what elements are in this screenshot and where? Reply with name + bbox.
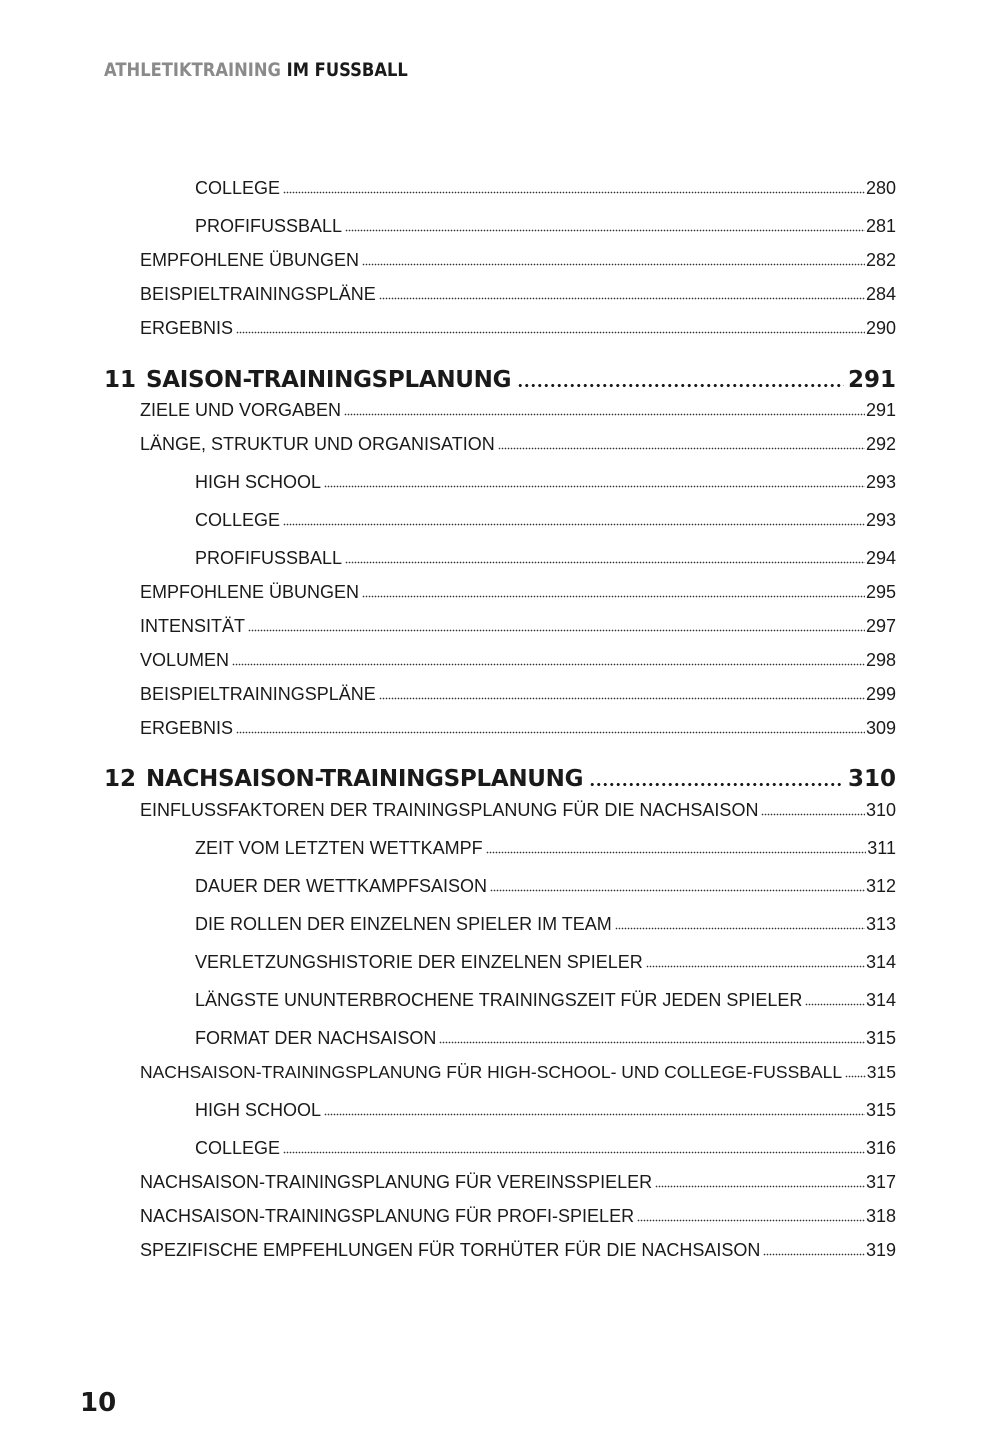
toc-entry[interactable] — [140, 434, 896, 455]
toc-entry-label: COLLEGE — [195, 1138, 281, 1158]
toc-entry-page: 284 — [865, 284, 896, 304]
toc-entry-page: 293 — [865, 510, 896, 530]
toc-entry-page: 318 — [865, 1206, 896, 1226]
toc-entry[interactable] — [195, 1028, 896, 1049]
toc-entry-label: ZEIT VOM LETZTEN WETTKAMPF — [195, 838, 483, 858]
toc-entry[interactable] — [195, 952, 896, 973]
toc-entry-page: 312 — [865, 876, 896, 896]
dot-leader — [379, 696, 865, 700]
toc-entry-label: PROFIFUSSBALL — [195, 216, 343, 236]
toc-entry-page: 280 — [865, 178, 896, 198]
toc-entry-label: NACHSAISON-TRAININGSPLANUNG FÜR HIGH-SCHOOL- UND COLLEGE-FUSSBALL — [140, 1062, 843, 1082]
dot-leader — [283, 1150, 865, 1154]
toc-entry-label: EMPFOHLENE ÜBUNGEN — [140, 582, 360, 602]
toc-entry-page: 298 — [865, 650, 896, 670]
toc-entry-label: COLLEGE — [195, 510, 281, 530]
chapter-title: NACHSAISON-TRAININGSPLANUNG — [146, 766, 584, 792]
toc-entry[interactable] — [140, 1206, 896, 1227]
dot-leader — [439, 1040, 865, 1044]
toc-entry-page: 299 — [865, 684, 896, 704]
toc-entry-page: 293 — [865, 472, 896, 492]
toc-entry-page: 315 — [865, 1028, 896, 1048]
dot-leader — [517, 383, 844, 388]
chapter-number: 12 — [104, 766, 137, 792]
dot-leader — [362, 594, 865, 598]
dot-leader — [345, 560, 865, 564]
toc-entry[interactable] — [195, 178, 896, 199]
toc-entry[interactable] — [195, 1138, 896, 1159]
toc-entry-label: LÄNGE, STRUKTUR UND ORGANISATION — [140, 434, 495, 454]
toc-entry[interactable] — [195, 990, 896, 1011]
dot-leader — [845, 1074, 866, 1078]
toc-entry[interactable] — [140, 616, 896, 637]
toc-entry-label: NACHSAISON-TRAININGSPLANUNG FÜR VEREINSSPIELER — [140, 1172, 653, 1192]
dot-leader — [362, 262, 865, 266]
dot-leader — [344, 412, 865, 416]
toc-entry-label: EINFLUSSFAKTOREN DER TRAININGSPLANUNG FÜR DIE NACHSAISON — [140, 800, 759, 820]
toc-entry-label: ERGEBNIS — [140, 318, 234, 338]
dot-leader — [763, 1252, 865, 1256]
dot-leader — [589, 782, 844, 787]
toc-entry[interactable] — [195, 472, 896, 493]
dot-leader — [498, 446, 865, 450]
toc-entry-label: PROFIFUSSBALL — [195, 548, 343, 568]
toc-entry[interactable] — [195, 876, 896, 897]
toc-entry[interactable] — [140, 318, 896, 339]
chapter-number: 11 — [104, 367, 137, 393]
toc-entry-page: 313 — [865, 914, 896, 934]
toc-entry[interactable] — [140, 400, 896, 421]
toc-entry-page: 314 — [865, 990, 896, 1010]
toc-entry-page: 315 — [865, 1100, 896, 1120]
chapter-page: 291 — [847, 367, 896, 393]
toc-entry-page: 311 — [867, 838, 896, 858]
dot-leader — [379, 296, 865, 300]
toc-entry-label: LÄNGSTE UNUNTERBROCHENE TRAININGSZEIT FÜR JEDEN SPIELER — [195, 990, 803, 1010]
toc-entry[interactable] — [140, 800, 896, 821]
toc-entry-label: BEISPIELTRAININGSPLÄNE — [140, 684, 376, 704]
toc-entry-page: 291 — [865, 400, 896, 420]
chapter-title: SAISON-TRAININGSPLANUNG — [146, 367, 512, 393]
dot-leader — [805, 1002, 865, 1006]
toc-entry-label: COLLEGE — [195, 178, 281, 198]
toc-entry-page: 317 — [865, 1172, 896, 1192]
running-head-book-title: ATHLETIKTRAINING — [104, 59, 281, 81]
toc-entry-label: NACHSAISON-TRAININGSPLANUNG FÜR PROFI-SPIELER — [140, 1206, 635, 1226]
toc-entry-page: 282 — [865, 250, 896, 270]
dot-leader — [236, 330, 865, 334]
chapter-heading-12[interactable] — [104, 766, 896, 792]
toc-entry-page: 295 — [865, 582, 896, 602]
toc-entry-page: 319 — [865, 1240, 896, 1260]
toc-entry[interactable] — [140, 718, 896, 739]
toc-entry[interactable] — [140, 1062, 896, 1083]
toc-entry-label: HIGH SCHOOL — [195, 472, 322, 492]
toc-entry-page: 314 — [865, 952, 896, 972]
toc-entry-label: ERGEBNIS — [140, 718, 234, 738]
dot-leader — [283, 190, 865, 194]
dot-leader — [655, 1184, 865, 1188]
toc-entry[interactable] — [195, 838, 896, 859]
toc-entry[interactable] — [140, 684, 896, 705]
chapter-page: 310 — [847, 766, 896, 792]
toc-entry[interactable] — [140, 284, 896, 305]
toc-entry-label: VOLUMEN — [140, 650, 230, 670]
dot-leader — [324, 1112, 865, 1116]
toc-entry[interactable] — [140, 582, 896, 603]
toc-entry[interactable] — [195, 216, 896, 237]
dot-leader — [236, 730, 865, 734]
chapter-heading-11[interactable] — [104, 367, 896, 393]
toc-entry-label: DIE ROLLEN DER EINZELNEN SPIELER IM TEAM — [195, 914, 612, 934]
dot-leader — [283, 522, 865, 526]
toc-entry-label: EMPFOHLENE ÜBUNGEN — [140, 250, 360, 270]
dot-leader — [248, 628, 865, 632]
toc-entry-label: DAUER DER WETTKAMPFSAISON — [195, 876, 488, 896]
toc-entry-page: 310 — [865, 800, 896, 820]
toc-entry[interactable] — [195, 548, 896, 569]
toc-entry[interactable] — [140, 650, 896, 671]
dot-leader — [761, 812, 865, 816]
toc-entry[interactable] — [140, 1240, 896, 1261]
dot-leader — [324, 484, 865, 488]
toc-entry-page: 309 — [865, 718, 896, 738]
toc-entry[interactable] — [195, 1100, 896, 1121]
toc-entry[interactable] — [195, 510, 896, 531]
page-number: 10 — [80, 1388, 117, 1418]
running-head-subtitle: IM FUSSBALL — [286, 59, 408, 81]
dot-leader — [232, 662, 865, 666]
toc-entry-label: HIGH SCHOOL — [195, 1100, 322, 1120]
dot-leader — [646, 964, 865, 968]
dot-leader — [637, 1218, 865, 1222]
dot-leader — [486, 850, 867, 854]
toc-entry[interactable] — [195, 914, 896, 935]
toc-entry[interactable] — [140, 250, 896, 271]
toc-entry-label: ZIELE UND VORGABEN — [140, 400, 342, 420]
toc-entry-label: FORMAT DER NACHSAISON — [195, 1028, 437, 1048]
toc-entry-page: 281 — [865, 216, 896, 236]
toc-entry-page: 297 — [865, 616, 896, 636]
toc-entry-page: 316 — [865, 1138, 896, 1158]
toc-entry-page: 290 — [865, 318, 896, 338]
toc-entry-page: 315 — [866, 1062, 896, 1082]
dot-leader — [490, 888, 865, 892]
toc-entry-label: INTENSITÄT — [140, 616, 246, 636]
toc-entry-label: VERLETZUNGSHISTORIE DER EINZELNEN SPIELER — [195, 952, 643, 972]
toc-entry-label: SPEZIFISCHE EMPFEHLUNGEN FÜR TORHÜTER FÜR DIE NACHSAISON — [140, 1240, 761, 1260]
toc-entry-page: 294 — [865, 548, 896, 568]
dot-leader — [615, 926, 865, 930]
toc-entry-label: BEISPIELTRAININGSPLÄNE — [140, 284, 376, 304]
dot-leader — [345, 228, 865, 232]
toc-entry[interactable] — [140, 1172, 896, 1193]
toc-entry-page: 292 — [865, 434, 896, 454]
